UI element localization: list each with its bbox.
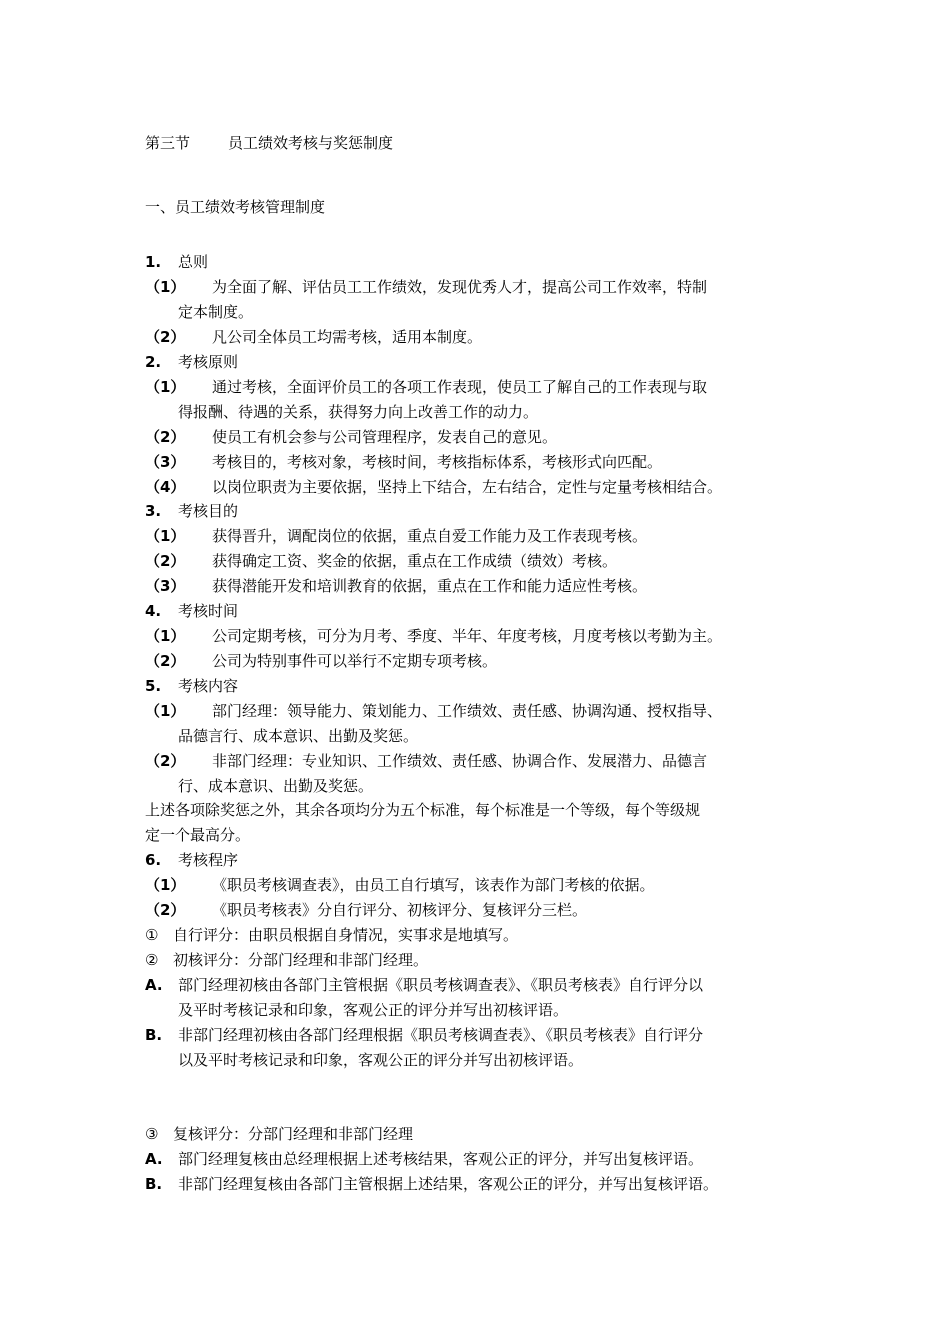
sub-text: 公司为特别事件可以举行不定期专项考核。 — [212, 652, 498, 670]
sub-text: 非部门经理：专业知识、工作绩效、责任感、协调合作、发展潜力、品德言 — [212, 752, 708, 770]
paragraph-line: 定一个最高分。 — [145, 826, 251, 844]
sub-text-cont: 得报酬、待遇的关系，获得努力向上改善工作的动力。 — [178, 403, 539, 421]
sub-number: （3） — [145, 577, 186, 595]
item-title: 总则 — [178, 253, 209, 271]
sub-number: （2） — [145, 328, 186, 346]
sub-number: （1） — [145, 278, 186, 296]
circled-text: 复核评分：分部门经理和非部门经理 — [173, 1125, 414, 1143]
sub-text: 凡公司全体员工均需考核，适用本制度。 — [212, 328, 483, 346]
sub-text: 《职员考核表》分自行评分、初核评分、复核评分三栏。 — [212, 901, 588, 919]
sub-text: 获得潜能开发和培训教育的依据，重点在工作和能力适应性考核。 — [212, 577, 648, 595]
letter-number: A. — [145, 1150, 163, 1168]
sub-number: （2） — [145, 652, 186, 670]
sub-number: （1） — [145, 527, 186, 545]
sub-number: （2） — [145, 552, 186, 570]
circled-text: 自行评分：由职员根据自身情况，实事求是地填写。 — [173, 926, 519, 944]
sub-text: 通过考核，全面评价员工的各项工作表现，使员工了解自己的工作表现与取 — [212, 378, 708, 396]
item-number: 4. — [145, 602, 162, 620]
letter-text-cont: 以及平时考核记录和印象，客观公正的评分并写出初核评语。 — [178, 1051, 584, 1069]
sub-text: 公司定期考核，可分为月考、季度、半年、年度考核，月度考核以考勤为主。 — [212, 627, 723, 645]
item-number: 6. — [145, 851, 162, 869]
sub-text: 考核目的，考核对象，考核时间，考核指标体系，考核形式向匹配。 — [212, 453, 663, 471]
paragraph-line: 上述各项除奖惩之外，其余各项均分为五个标准，每个标准是一个等级，每个等级规 — [145, 801, 701, 819]
item-number: 1. — [145, 253, 162, 271]
letter-number: A. — [145, 976, 163, 994]
sub-number: （3） — [145, 453, 186, 471]
sub-text: 部门经理：领导能力、策划能力、工作绩效、责任感、协调沟通、授权指导、 — [212, 702, 723, 720]
sub-text: 获得确定工资、奖金的依据，重点在工作成绩（绩效）考核。 — [212, 552, 618, 570]
sub-number: （1） — [145, 702, 186, 720]
sub-number: （2） — [145, 752, 186, 770]
chapter-heading: 一、员工绩效考核管理制度 — [145, 198, 326, 216]
sub-text: 以岗位职责为主要依据，坚持上下结合，左右结合，定性与定量考核相结合。 — [212, 478, 723, 496]
sub-text: 获得晋升，调配岗位的依据，重点自爱工作能力及工作表现考核。 — [212, 527, 648, 545]
circled-text: 初核评分：分部门经理和非部门经理。 — [173, 951, 429, 969]
item-number: 5. — [145, 677, 162, 695]
letter-number: B. — [145, 1175, 163, 1193]
item-title: 考核原则 — [178, 353, 239, 371]
sub-text-cont: 品德言行、成本意识、出勤及奖惩。 — [178, 727, 419, 745]
sub-number: （2） — [145, 901, 186, 919]
sub-text-cont: 行、成本意识、出勤及奖惩。 — [178, 777, 374, 795]
sub-number: （1） — [145, 876, 186, 894]
sub-number: （1） — [145, 627, 186, 645]
item-title: 考核内容 — [178, 677, 239, 695]
sub-text-cont: 定本制度。 — [178, 303, 254, 321]
sub-text: 《职员考核调查表》，由员工自行填写，该表作为部门考核的依据。 — [212, 876, 655, 894]
item-title: 考核时间 — [178, 602, 239, 620]
section-title: 员工绩效考核与奖惩制度 — [228, 134, 394, 152]
section-number: 第三节 — [145, 134, 191, 152]
sub-number: （4） — [145, 478, 186, 496]
letter-text-cont: 及平时考核记录和印象，客观公正的评分并写出初核评语。 — [178, 1001, 569, 1019]
sub-text: 使员工有机会参与公司管理程序，发表自己的意见。 — [212, 428, 558, 446]
letter-text: 非部门经理初核由各部门经理根据《职员考核调查表》、《职员考核表》自行评分 — [178, 1026, 704, 1044]
sub-number: （2） — [145, 428, 186, 446]
sub-number: （1） — [145, 378, 186, 396]
item-title: 考核程序 — [178, 851, 239, 869]
item-number: 3. — [145, 502, 162, 520]
sub-text: 为全面了解、评估员工工作绩效，发现优秀人才，提高公司工作效率，特制 — [212, 278, 708, 296]
letter-text: 部门经理初核由各部门主管根据《职员考核调查表》、《职员考核表》自行评分以 — [178, 976, 704, 994]
item-title: 考核目的 — [178, 502, 239, 520]
circled-number: ③ — [145, 1125, 159, 1143]
circled-number: ① — [145, 926, 159, 944]
letter-number: B. — [145, 1026, 163, 1044]
letter-text: 部门经理复核由总经理根据上述考核结果，客观公正的评分，并写出复核评语。 — [178, 1150, 704, 1168]
item-number: 2. — [145, 353, 162, 371]
letter-text: 非部门经理复核由各部门主管根据上述结果，客观公正的评分，并写出复核评语。 — [178, 1175, 719, 1193]
circled-number: ② — [145, 951, 159, 969]
